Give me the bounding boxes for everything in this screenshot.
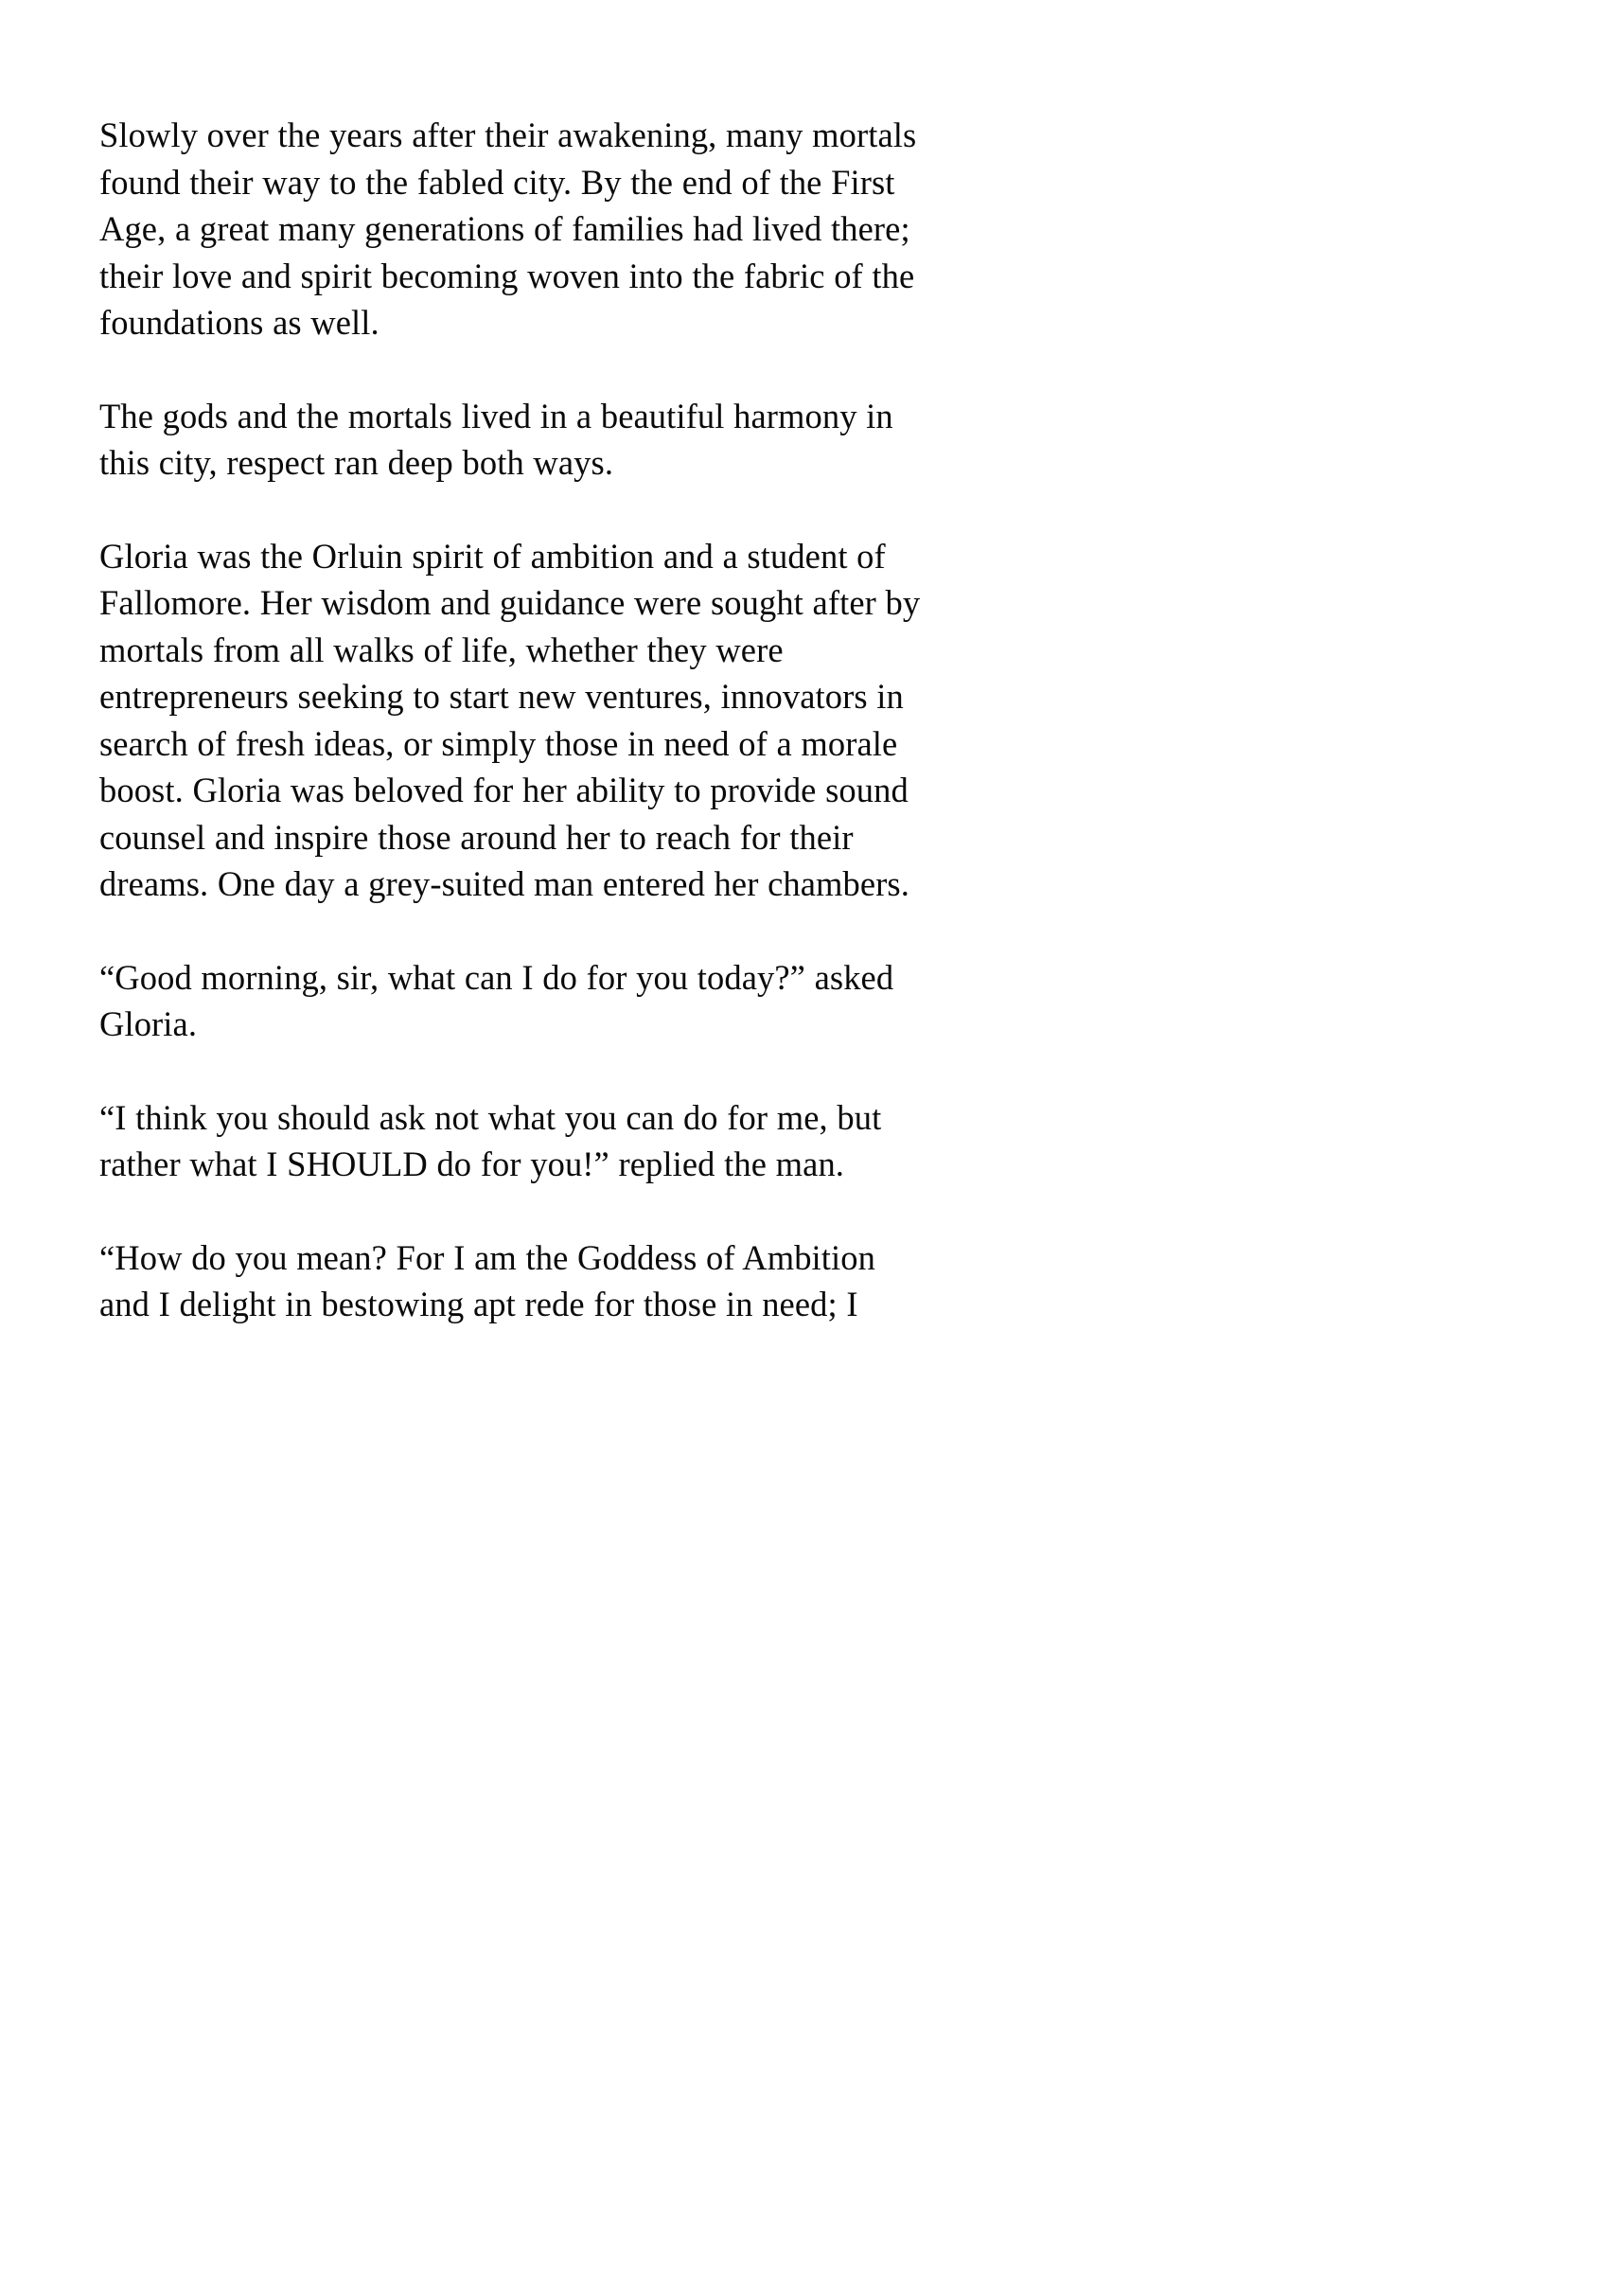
body-paragraph-3: Gloria was the Orluin spirit of ambition and a student of Fallomore. Her wisdom and guidance were sought after by mortals from all walks of life, whether they were entrepreneurs seeking to start new ventures, innovators in search of fresh ideas, or simply those in need of a morale boost. Gloria was beloved for her ability to provide sound counsel and inspire those around her to reach for their dreams. One day a grey-suited man entered her chambers. <box>99 536 921 903</box>
dialogue-paragraph-gloria-response: “How do you mean? For I am the Goddess of Ambition and I delight in bestowing apt rede for those in need; I <box>99 1237 875 1323</box>
body-paragraph-1: Slowly over the years after their awakening, many mortals found their way to the fabled city. By the end of the First Age, a great many generations of families had lived there; their love and spirit becoming woven into the fabric of the foundations as well. <box>99 115 917 342</box>
body-paragraph-2: The gods and the mortals lived in a beautiful harmony in this city, respect ran deep both ways. <box>99 396 893 482</box>
dialogue-paragraph-gloria-greeting: “Good morning, sir, what can I do for you today?” asked Gloria. <box>99 957 894 1043</box>
body-text-column <box>99 112 925 1328</box>
dialogue-paragraph-man-reply: “I think you should ask not what you can do for me, but rather what I SHOULD do for you!” replied the man. <box>99 1097 882 1183</box>
